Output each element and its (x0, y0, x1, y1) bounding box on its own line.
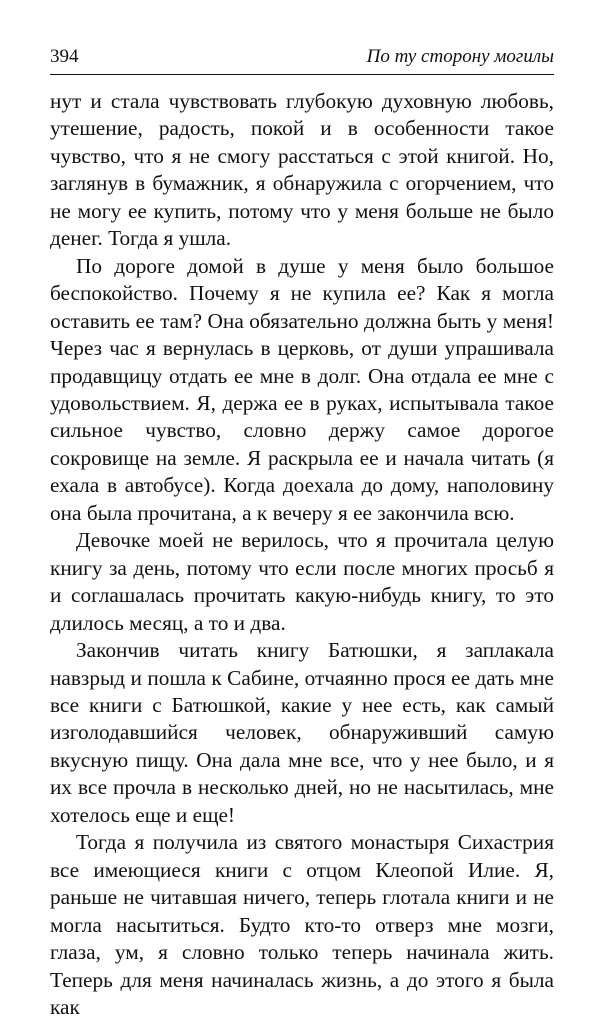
paragraph-5: Тогда я получила из святого монастыря Сихастрия все имеющиеся книги с отцом Клеопой Илие. Я, раньше не читавшая ничего, теперь глотала книги и не могла насытиться. Будто кто-то отверз мне мозги, глаза, ум, я словно только теперь начинала жить. Теперь для меня начиналась жизнь, а до этого я была как (50, 830, 554, 1019)
body-text (50, 88, 554, 1021)
running-title: По ту сторону могилы (366, 46, 554, 67)
paragraph-1: нут и стала чувствовать глубокую духовную любовь, утешение, радость, покой и в особенности такое чувство, что я не смогу расстаться с этой книгой. Но, заглянув в бумажник, я обнаружила с огорчением, что не могу ее купить, потому что у меня больше не было денег. Тогда я ушла. (50, 89, 554, 251)
paragraph-3: Девочке моей не верилось, что я прочитала целую книгу за день, потому что если после многих просьб я и соглашалась прочитать какую-нибудь книгу, то это длилось месяц, а то и два. (50, 528, 554, 635)
paragraph-4: Закончив читать книгу Батюшки, я заплакала навзрыд и пошла к Сабине, отчаянно прося ее дать мне все книги с Батюшкой, какие у нее есть, как самый изголодавшийся человек, обнаруживший самую вкусную пищу. Она дала мне все, что у нее было, и я их все прочла в несколько дней, но не насытилась, мне хотелось еще и еще! (50, 638, 554, 827)
page-header (50, 40, 554, 75)
page-number: 394 (50, 46, 79, 67)
paragraph-2: По дороге домой в душе у меня было большое беспокойство. Почему я не купила ее? Как я могла оставить ее там? Она обязательно должна быть у меня! Через час я вернулась в церковь, от души упрашивала продавщицу отдать ее мне в долг. Она отдала ее мне с удовольствием. Я, держа ее в руках, испытывала такое сильное чувство, словно держу самое дорогое сокровище на земле. Я раскрыла ее и начала читать (я ехала в автобусе). Когда доехала до дому, наполовину она была прочитана, а к вечеру я ее закончила всю. (50, 253, 554, 525)
